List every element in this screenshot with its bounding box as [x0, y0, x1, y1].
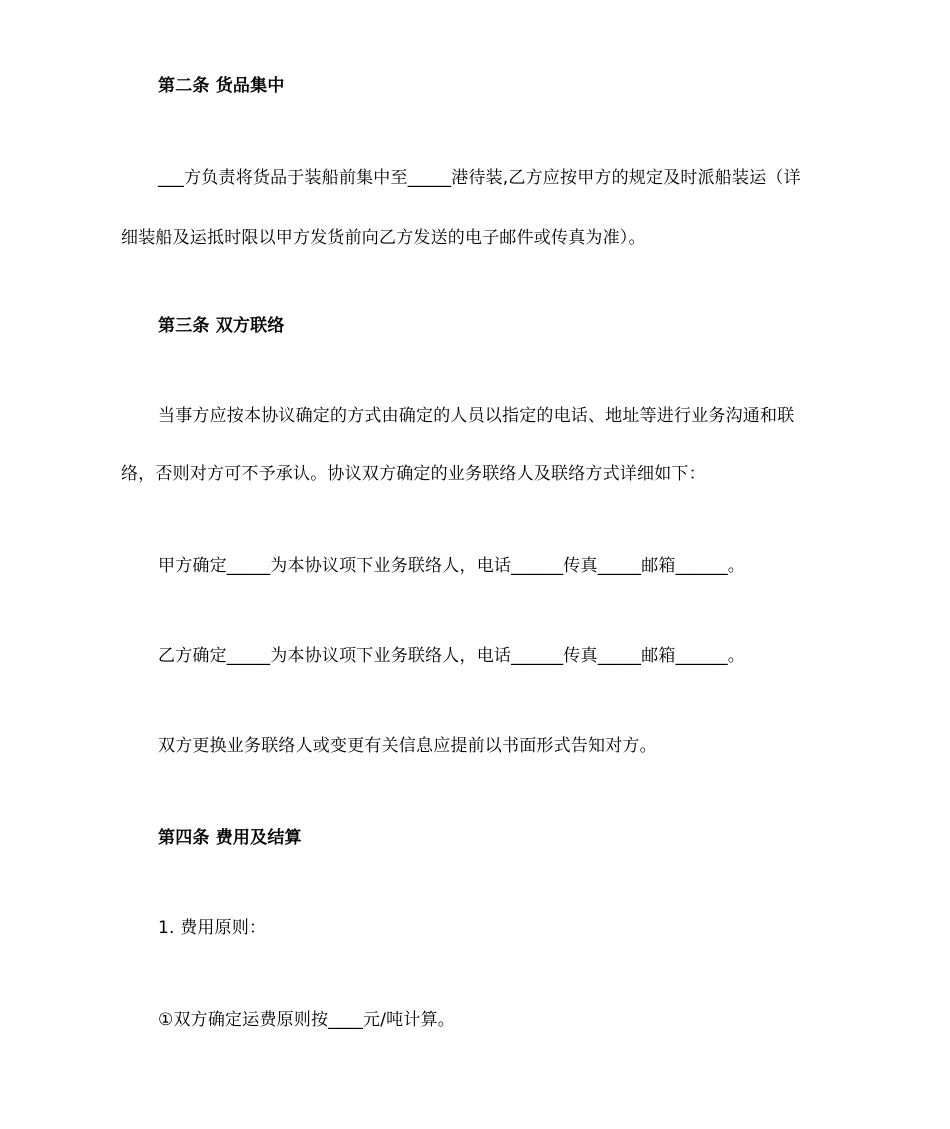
article-4-heading: 第四条 费用及结算 — [158, 828, 302, 848]
article-2-paragraph-line-2: 细装船及运抵时限以甲方发货前向乙方发送的电子邮件或传真为准）。 — [121, 228, 646, 248]
freight-rate-item: ①双方确定运费原则按____元/吨计算。 — [158, 1010, 455, 1030]
article-3-paragraph-line-2: 络，否则对方可不予承认。协议双方确定的业务联络人及联络方式详细如下： — [121, 464, 706, 484]
article-3-heading: 第三条 双方联络 — [158, 316, 285, 336]
fee-principle-item: 1. 费用原则： — [158, 918, 267, 938]
article-2-heading: 第二条 货品集中 — [158, 76, 285, 96]
party-b-contact-line: 乙方确定_____为本协议项下业务联络人，电话______传真_____邮箱______。 — [158, 646, 745, 666]
party-a-contact-line: 甲方确定_____为本协议项下业务联络人，电话______传真_____邮箱______。 — [158, 556, 745, 576]
article-3-paragraph-line-1: 当事方应按本协议确定的方式由确定的人员以指定的电话、地址等进行业务沟通和联 — [158, 406, 795, 426]
contact-change-notice: 双方更换业务联络人或变更有关信息应提前以书面形式告知对方。 — [158, 736, 657, 756]
article-2-paragraph-line-1: ___方负责将货品于装船前集中至_____港待装,乙方应按甲方的规定及时派船装运（详 — [158, 168, 801, 188]
